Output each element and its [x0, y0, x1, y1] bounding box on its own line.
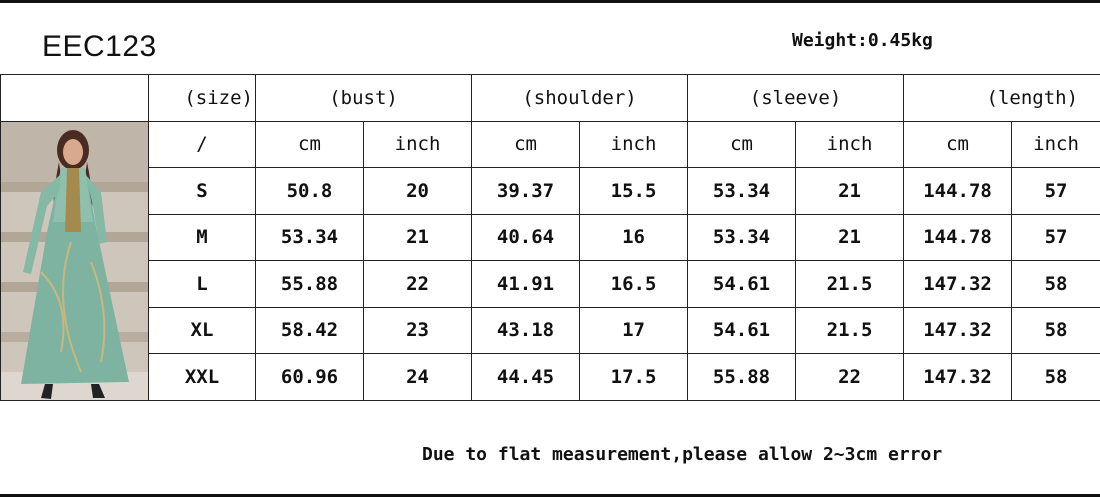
table-cell: 147.32 — [904, 354, 1012, 401]
table-cell: 58 — [1012, 307, 1100, 354]
length-header: (length) — [904, 75, 1100, 122]
table-row — [1, 168, 1100, 215]
table-cell: 53.34 — [256, 214, 364, 261]
unit-cell: / — [149, 121, 256, 168]
table-cell: 21.5 — [796, 261, 904, 308]
unit-cell: inch — [796, 121, 904, 168]
bust-header: (bust) — [256, 75, 472, 122]
table-cell: 17.5 — [580, 354, 688, 401]
table-cell: 24 — [364, 354, 472, 401]
table-cell: 20 — [364, 168, 472, 215]
table-cell: 147.32 — [904, 307, 1012, 354]
model-dress-photo — [1, 122, 149, 401]
table-cell: 58 — [1012, 261, 1100, 308]
table-cell: 15.5 — [580, 168, 688, 215]
sleeve-header: (sleeve) — [688, 75, 904, 122]
blank-header-cell — [1, 75, 149, 122]
unit-cell: inch — [364, 121, 472, 168]
table-cell: 144.78 — [904, 168, 1012, 215]
size-cell: XL — [149, 307, 256, 354]
table-cell: 16 — [580, 214, 688, 261]
table-cell: 43.18 — [472, 307, 580, 354]
measurement-note: Due to flat measurement,please allow 2~3cm error — [422, 444, 943, 465]
unit-cell: cm — [904, 121, 1012, 168]
size-cell: M — [149, 214, 256, 261]
column-header-row — [1, 75, 1100, 122]
size-chart-table — [0, 74, 1100, 401]
shoulder-header: (shoulder) — [472, 75, 688, 122]
table-cell: 53.34 — [688, 168, 796, 215]
unit-cell: inch — [1012, 121, 1100, 168]
weight-label: Weight:0.45kg — [792, 30, 933, 51]
table-cell: 144.78 — [904, 214, 1012, 261]
table-cell: 55.88 — [688, 354, 796, 401]
table-cell: 22 — [796, 354, 904, 401]
table-cell: 55.88 — [256, 261, 364, 308]
size-cell: XXL — [149, 354, 256, 401]
table-cell: 53.34 — [688, 214, 796, 261]
unit-header-row — [1, 121, 1100, 168]
product-photo-cell — [1, 121, 149, 400]
table-cell: 50.8 — [256, 168, 364, 215]
table-cell: 21 — [796, 214, 904, 261]
table-cell: 60.96 — [256, 354, 364, 401]
table-cell: 44.45 — [472, 354, 580, 401]
table-cell: 41.91 — [472, 261, 580, 308]
product-code: EEC123 — [42, 30, 157, 63]
table-cell: 22 — [364, 261, 472, 308]
table-row — [1, 307, 1100, 354]
table-cell: 21 — [796, 168, 904, 215]
table-cell: 57 — [1012, 214, 1100, 261]
table-cell: 17 — [580, 307, 688, 354]
table-cell: 57 — [1012, 168, 1100, 215]
table-cell: 21 — [364, 214, 472, 261]
size-header: (size) — [149, 75, 256, 122]
table-cell: 39.37 — [472, 168, 580, 215]
table-cell: 147.32 — [904, 261, 1012, 308]
unit-cell: cm — [688, 121, 796, 168]
table-cell: 21.5 — [796, 307, 904, 354]
table-cell: 16.5 — [580, 261, 688, 308]
table-cell: 54.61 — [688, 307, 796, 354]
size-cell: S — [149, 168, 256, 215]
table-row — [1, 214, 1100, 261]
size-cell: L — [149, 261, 256, 308]
unit-cell: cm — [472, 121, 580, 168]
unit-cell: cm — [256, 121, 364, 168]
table-row — [1, 354, 1100, 401]
table-cell: 58.42 — [256, 307, 364, 354]
top-rule — [0, 0, 1100, 3]
table-cell: 23 — [364, 307, 472, 354]
unit-cell: inch — [580, 121, 688, 168]
table-cell: 40.64 — [472, 214, 580, 261]
bottom-rule — [0, 494, 1100, 497]
table-cell: 58 — [1012, 354, 1100, 401]
table-row — [1, 261, 1100, 308]
table-cell: 54.61 — [688, 261, 796, 308]
